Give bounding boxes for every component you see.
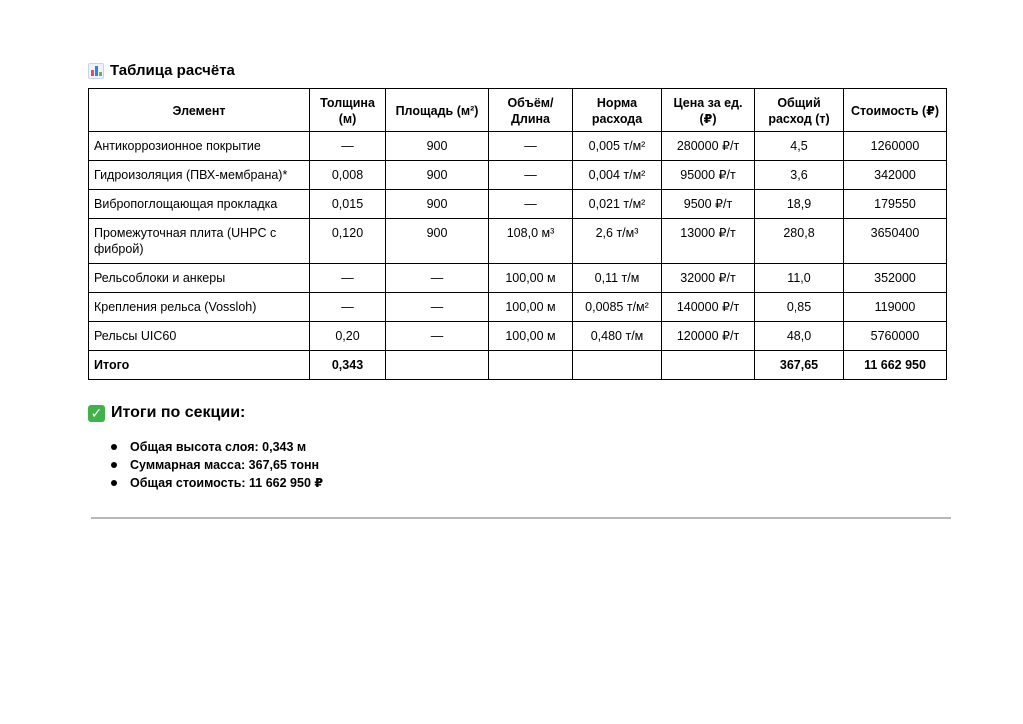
- table-cell: —: [310, 264, 386, 293]
- table-cell: —: [386, 322, 489, 351]
- table-cell: 280,8: [755, 219, 844, 264]
- table-cell: 2,6 т/м³: [573, 219, 662, 264]
- table-cell: 352000: [844, 264, 947, 293]
- table-cell: 3,6: [755, 161, 844, 190]
- table-cell: 4,5: [755, 132, 844, 161]
- table-cell: 119000: [844, 293, 947, 322]
- table-cell: 900: [386, 190, 489, 219]
- table-cell: [662, 351, 755, 380]
- header-cell: Объём/ Длина: [489, 89, 573, 132]
- total-cost-cell: 11 662 950: [844, 351, 947, 380]
- total-mass-cell: 367,65: [755, 351, 844, 380]
- table-cell: 900: [386, 132, 489, 161]
- table-cell: 18,9: [755, 190, 844, 219]
- table-cell: 13000 ₽/т: [662, 219, 755, 264]
- element-name-cell: Рельсоблоки и анкеры: [89, 264, 310, 293]
- table-cell: 11,0: [755, 264, 844, 293]
- table-cell: 342000: [844, 161, 947, 190]
- table-row: [89, 264, 947, 293]
- element-name-cell: Гидроизоляция (ПВХ-мембрана)*: [89, 161, 310, 190]
- table-cell: 0,005 т/м²: [573, 132, 662, 161]
- table-cell: 3650400: [844, 219, 947, 264]
- table-cell: —: [310, 132, 386, 161]
- table-heading: [88, 62, 235, 79]
- table-cell: 280000 ₽/т: [662, 132, 755, 161]
- calculation-table: [88, 88, 947, 380]
- table-row: [89, 322, 947, 351]
- table-cell: —: [386, 293, 489, 322]
- element-name-cell: Рельсы UIC60: [89, 322, 310, 351]
- table-cell: 100,00 м: [489, 322, 573, 351]
- table-cell: —: [386, 264, 489, 293]
- summary-heading: [88, 404, 245, 422]
- table-cell: 0,0085 т/м²: [573, 293, 662, 322]
- table-row: [89, 219, 947, 264]
- table-cell: 900: [386, 219, 489, 264]
- table-cell: 0,120: [310, 219, 386, 264]
- table-cell: 0,015: [310, 190, 386, 219]
- table-cell: [573, 351, 662, 380]
- table-cell: 0,008: [310, 161, 386, 190]
- table-cell: 5760000: [844, 322, 947, 351]
- header-cell: Цена за ед. (₽): [662, 89, 755, 132]
- total-label-cell: Итого: [89, 351, 310, 380]
- table-cell: 9500 ₽/т: [662, 190, 755, 219]
- header-cell: Площадь (м²): [386, 89, 489, 132]
- table-cell: [386, 351, 489, 380]
- header-cell: Толщина (м): [310, 89, 386, 132]
- table-cell: 100,00 м: [489, 264, 573, 293]
- bar-chart-icon: [88, 63, 104, 79]
- list-item: Суммарная масса: 367,65 тонн: [110, 456, 323, 474]
- table-total-row: [89, 351, 947, 380]
- horizontal-divider: [91, 517, 951, 519]
- table-cell: 100,00 м: [489, 293, 573, 322]
- table-cell: 0,480 т/м: [573, 322, 662, 351]
- table-cell: 0,021 т/м²: [573, 190, 662, 219]
- element-name-cell: Промежуточная плита (UHPC с фиброй): [89, 219, 310, 264]
- table-cell: [489, 351, 573, 380]
- table-cell: 179550: [844, 190, 947, 219]
- table-cell: 95000 ₽/т: [662, 161, 755, 190]
- table-cell: —: [489, 132, 573, 161]
- table-row: [89, 161, 947, 190]
- header-cell: Элемент: [89, 89, 310, 132]
- table-cell: 120000 ₽/т: [662, 322, 755, 351]
- table-cell: 140000 ₽/т: [662, 293, 755, 322]
- table-row: [89, 293, 947, 322]
- table-row: [89, 190, 947, 219]
- header-cell: Стоимость (₽): [844, 89, 947, 132]
- check-mark-icon: ✓: [88, 405, 105, 422]
- header-cell: Общий расход (т): [755, 89, 844, 132]
- table-cell: —: [310, 293, 386, 322]
- table-cell: 900: [386, 161, 489, 190]
- table-cell: —: [489, 190, 573, 219]
- table-header-row: [89, 89, 947, 132]
- header-cell: Норма расхода: [573, 89, 662, 132]
- element-name-cell: Антикоррозионное покрытие: [89, 132, 310, 161]
- table-cell: 0,85: [755, 293, 844, 322]
- element-name-cell: Вибропоглощающая прокладка: [89, 190, 310, 219]
- list-item: Общая высота слоя: 0,343 м: [110, 438, 323, 456]
- table-cell: 48,0: [755, 322, 844, 351]
- table-cell: 0,004 т/м²: [573, 161, 662, 190]
- table-cell: 108,0 м³: [489, 219, 573, 264]
- table-cell: 0,11 т/м: [573, 264, 662, 293]
- table-row: [89, 132, 947, 161]
- summary-heading-text: Итоги по секции:: [111, 404, 246, 421]
- element-name-cell: Крепления рельса (Vossloh): [89, 293, 310, 322]
- table-heading-text: Таблица расчёта: [110, 62, 235, 79]
- table-cell: —: [489, 161, 573, 190]
- table-cell: 0,20: [310, 322, 386, 351]
- list-item: Общая стоимость: 11 662 950 ₽: [110, 474, 323, 492]
- table-cell: 32000 ₽/т: [662, 264, 755, 293]
- summary-list: [110, 438, 323, 492]
- table-cell: 1260000: [844, 132, 947, 161]
- total-thickness-cell: 0,343: [310, 351, 386, 380]
